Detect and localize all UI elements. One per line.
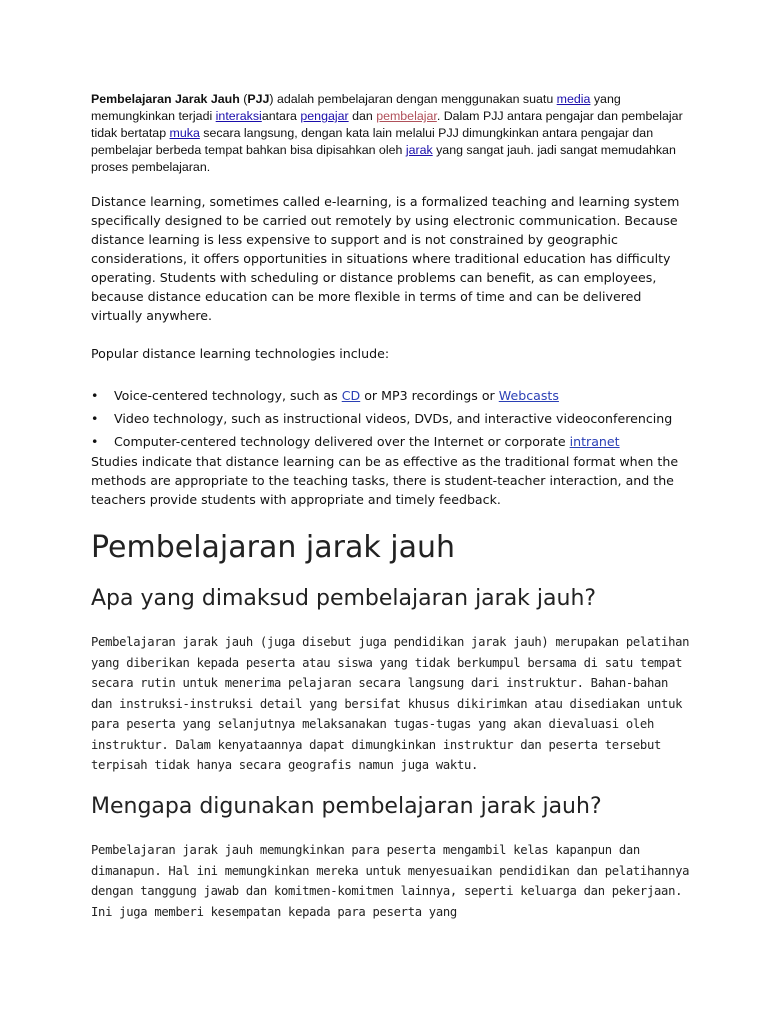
list-item-text: Voice-centered technology, such as (114, 388, 342, 403)
intro-text: dan (348, 109, 377, 123)
popular-heading: Popular distance learning technologies include: (91, 346, 390, 361)
link-pembelajar[interactable]: pembelajar (376, 109, 437, 123)
link-jarak[interactable]: jarak (405, 143, 433, 157)
list-item (91, 386, 711, 405)
link-pengajar[interactable]: pengajar (300, 109, 349, 123)
link-media[interactable]: media (556, 92, 591, 106)
section-body-2: Pembelajaran jarak jauh memungkinkan para peserta mengambil kelas kapanpun dan dimanapun. Hal ini memungkinkan mereka untuk menyesuaikan pendidikan dan pelatihannya dengan tanggung jawab dan komitmen-komitmen lainnya, seperti keluarga dan pekerjaan. Ini juga memberi kesempatan kepada para peserta yang (91, 843, 690, 919)
studies-paragraph: Studies indicate that distance learning can be as effective as the traditional format when the methods are appropriate to the teaching tasks, there is student-teacher interaction, and the teachers provide students with appropriate and timely feedback. (91, 454, 679, 507)
list-item-text: or MP3 recordings or (360, 388, 499, 403)
intro-text: yang memungkinkan terjadi (91, 92, 621, 123)
intro-text: ) adalah pembelajaran dengan menggunakan suatu (269, 92, 557, 106)
intro-text: antara (261, 109, 301, 123)
article-title: Pembelajaran jarak jauh (91, 530, 455, 565)
link-muka[interactable]: muka (169, 126, 200, 140)
intro-paragraph (91, 91, 691, 176)
english-paragraph: Distance learning, sometimes called e-learning, is a formalized teaching and learning system specifically designed to be carried out remotely by using electronic communication. Because distance learning is less expensive to support and is not constrained by geographic considerations, it offers opportunities in situations where traditional education has difficulty operating. Students with scheduling or distance problems can benefit, as can employees, because distance education can be more flexible in terms of time and can be delivered virtually anywhere. (91, 194, 680, 323)
list-item (91, 409, 711, 428)
link-intranet[interactable]: intranet (569, 434, 620, 449)
list-item (91, 432, 711, 451)
section-body-1: Pembelajaran jarak jauh (juga disebut juga pendidikan jarak jauh) merupakan pelatihan yang diberikan kepada peserta atau siswa yang tidak berkumpul bersama di satu tempat secara rutin untuk menerima pelajaran secara langsung dari instruktur. Bahan-bahan dan instruksi-instruksi detail yang bersifat khusus dikirimkan atau disediakan untuk para peserta yang selanjutnya melaksanakan tugas-tugas yang akan dievaluasi oleh instruktur. Dalam kenyataannya dapat dimungkinkan instruktur dan peserta tersebut terpisah tidak hanya secara geografis namun juga waktu. (91, 635, 690, 772)
intro-term: Pembelajaran Jarak Jauh (91, 92, 240, 106)
intro-text: yang sangat jauh. jadi sangat memudahkan proses pembelajaran. (91, 143, 676, 174)
intro-abbr: PJJ (247, 92, 270, 106)
section-heading-2: Mengapa digunakan pembelajaran jarak jauh? (91, 794, 602, 819)
bullet-icon: • (91, 434, 99, 449)
bullet-icon: • (91, 411, 99, 426)
technology-list (91, 386, 711, 455)
link-cd[interactable]: CD (341, 388, 361, 403)
intro-text: ( (239, 92, 248, 106)
intro-text: . Dalam PJJ antara pengajar dan pembelajar tidak bertatap (91, 109, 683, 140)
list-item-text: Video technology, such as instructional videos, DVDs, and interactive videoconferencing (114, 411, 673, 426)
bullet-icon: • (91, 388, 99, 403)
intro-text: secara langsung, dengan kata lain melalui PJJ dimungkinkan antara pengajar dan pembelajar berbeda tempat bahkan bisa dipisahkan oleh (91, 126, 654, 157)
link-webcasts[interactable]: Webcasts (498, 388, 559, 403)
section-heading-1: Apa yang dimaksud pembelajaran jarak jauh? (91, 586, 597, 611)
link-interaksi[interactable]: interaksi (215, 109, 262, 123)
list-item-text: Computer-centered technology delivered over the Internet or corporate (114, 434, 570, 449)
